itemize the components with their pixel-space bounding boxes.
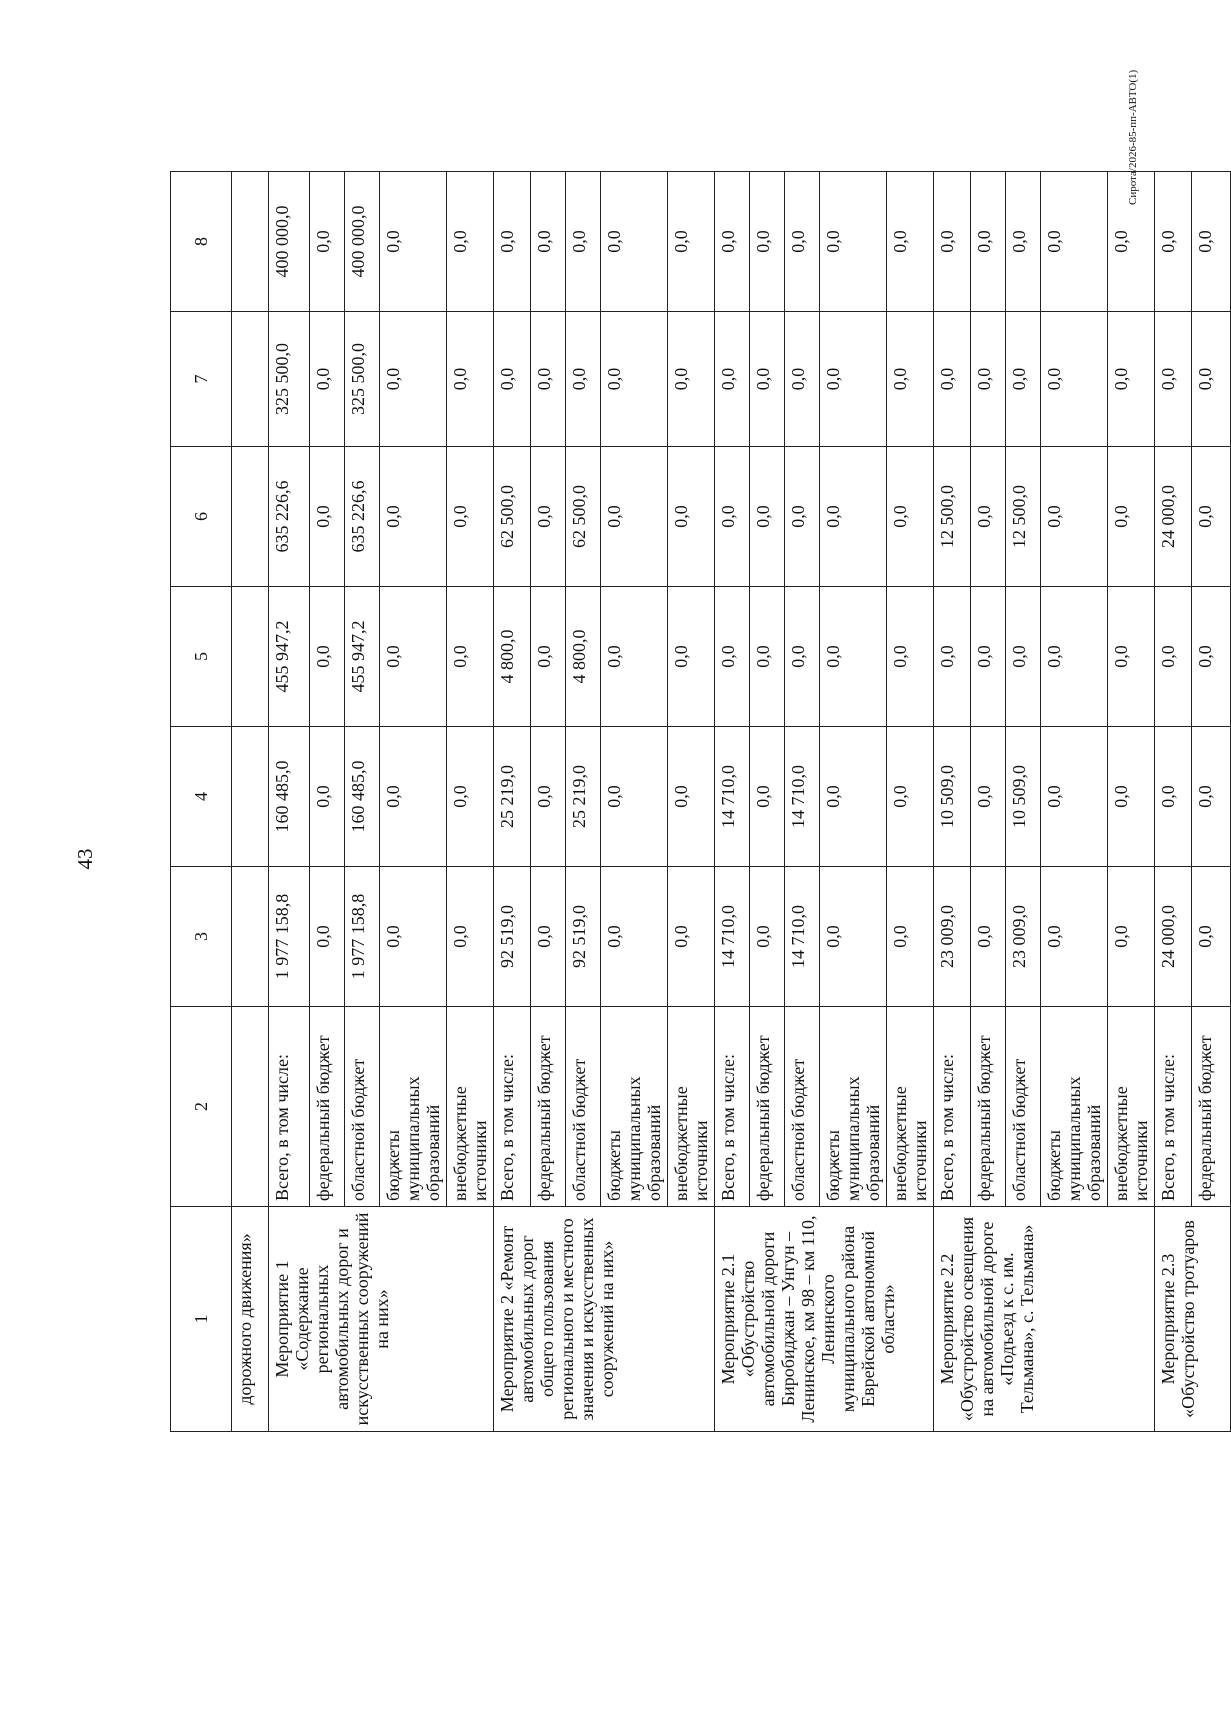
funding-source-cell: федеральный бюджет bbox=[531, 1007, 566, 1207]
value-cell-7: 0,0 bbox=[887, 312, 934, 447]
value-cell-6: 0,0 bbox=[971, 447, 1006, 587]
value-cell-4: 0,0 bbox=[310, 727, 345, 867]
value-cell-8: 0,0 bbox=[785, 172, 820, 312]
table-row bbox=[934, 172, 971, 1432]
value-cell-6: 62 500,0 bbox=[494, 447, 531, 587]
value-cell-8: 0,0 bbox=[750, 172, 785, 312]
value-cell-3: 0,0 bbox=[1041, 867, 1108, 1007]
table-row bbox=[1155, 172, 1192, 1432]
value-cell-5: 0,0 bbox=[934, 587, 971, 727]
value-cell-5: 0,0 bbox=[750, 587, 785, 727]
value-cell-3: 1 977 158,8 bbox=[345, 867, 380, 1007]
value-cell-8: 400 000,0 bbox=[345, 172, 380, 312]
value-cell-3: 92 519,0 bbox=[566, 867, 601, 1007]
value-cell-6: 0,0 bbox=[380, 447, 447, 587]
rotated-table-wrapper bbox=[170, 172, 1215, 1432]
continuation-row bbox=[232, 172, 269, 1432]
value-cell-7: 0,0 bbox=[820, 312, 887, 447]
table-row bbox=[494, 172, 531, 1432]
funding-source-cell: внебюджетные источники bbox=[668, 1007, 715, 1207]
value-cell-3: 1 977 158,8 bbox=[269, 867, 310, 1007]
value-cell-4: 0,0 bbox=[887, 727, 934, 867]
funding-source-cell: областной бюджет bbox=[345, 1007, 380, 1207]
value-cell-5: 0,0 bbox=[380, 587, 447, 727]
funding-source-cell: федеральный бюджет bbox=[971, 1007, 1006, 1207]
value-cell-5: 0,0 bbox=[601, 587, 668, 727]
funding-source-cell: Всего, в том числе: bbox=[934, 1007, 971, 1207]
funding-source-cell: бюджеты муниципальных образований bbox=[820, 1007, 887, 1207]
value-cell-5: 0,0 bbox=[531, 587, 566, 727]
value-cell-5: 0,0 bbox=[447, 587, 494, 727]
activity-title-cell: Мероприятие 2 «Ремонт автомобильных дорог общего пользования регионального и местного значения и искусственных сооружений на них» bbox=[494, 1207, 715, 1432]
value-cell-8: 400 000,0 bbox=[269, 172, 310, 312]
value-cell-6: 62 500,0 bbox=[566, 447, 601, 587]
activity-title-cell: Мероприятие 1 «Содержание региональных автомобильных дорог и искусственных сооружений на них» bbox=[269, 1207, 494, 1432]
value-cell-8: 0,0 bbox=[971, 172, 1006, 312]
continuation-cell: дорожного движения» bbox=[232, 1207, 269, 1432]
funding-source-cell: областной бюджет bbox=[785, 1007, 820, 1207]
value-cell-3: 0,0 bbox=[887, 867, 934, 1007]
value-cell-4: 0,0 bbox=[1041, 727, 1108, 867]
activity-title-cell: Мероприятие 2.1 «Обустройство автомобильной дороги Биробиджан – Унгун – Ленинское, км 98 – км 110, Ленинского муниципального района Еврейской автономной области» bbox=[715, 1207, 934, 1432]
value-cell-5: 0,0 bbox=[820, 587, 887, 727]
value-cell-8: 0,0 bbox=[1108, 172, 1155, 312]
value-cell-6: 0,0 bbox=[447, 447, 494, 587]
value-cell-6: 0,0 bbox=[601, 447, 668, 587]
column-header-6: 6 bbox=[171, 447, 232, 587]
value-cell-7: 0,0 bbox=[1192, 312, 1231, 447]
funding-source-cell: Всего, в том числе: bbox=[1155, 1007, 1192, 1207]
value-cell-7: 0,0 bbox=[715, 312, 750, 447]
value-cell-8: 0,0 bbox=[310, 172, 345, 312]
value-cell-7: 0,0 bbox=[1006, 312, 1041, 447]
value-cell-4: 0,0 bbox=[1108, 727, 1155, 867]
value-cell-7: 0,0 bbox=[1041, 312, 1108, 447]
column-header-1: 1 bbox=[171, 1207, 232, 1432]
column-header-3: 3 bbox=[171, 867, 232, 1007]
value-cell-5: 0,0 bbox=[310, 587, 345, 727]
page-number: 43 bbox=[73, 848, 97, 870]
value-cell-6: 24 000,0 bbox=[1155, 447, 1192, 587]
value-cell-6: 635 226,6 bbox=[345, 447, 380, 587]
value-cell-3: 92 519,0 bbox=[494, 867, 531, 1007]
value-cell-4: 10 509,0 bbox=[1006, 727, 1041, 867]
value-cell-3: 0,0 bbox=[601, 867, 668, 1007]
value-cell-6: 0,0 bbox=[820, 447, 887, 587]
value-cell-6: 12 500,0 bbox=[934, 447, 971, 587]
value-cell-3: 0,0 bbox=[820, 867, 887, 1007]
footer-document-code: Сирота/2026-85-пп-АВТО(1) bbox=[1127, 69, 1139, 205]
value-cell-5: 0,0 bbox=[1155, 587, 1192, 727]
value-cell-3: 0,0 bbox=[1108, 867, 1155, 1007]
funding-source-cell: федеральный бюджет bbox=[1192, 1007, 1231, 1207]
value-cell-3: 0,0 bbox=[447, 867, 494, 1007]
value-cell-8: 0,0 bbox=[566, 172, 601, 312]
value-cell-8: 0,0 bbox=[820, 172, 887, 312]
table-body bbox=[232, 172, 1231, 1432]
value-cell-5: 455 947,2 bbox=[269, 587, 310, 727]
value-cell-7: 0,0 bbox=[531, 312, 566, 447]
value-cell-4: 160 485,0 bbox=[269, 727, 310, 867]
value-cell-4: 0,0 bbox=[750, 727, 785, 867]
value-cell-4: 160 485,0 bbox=[345, 727, 380, 867]
value-cell-5: 0,0 bbox=[1192, 587, 1231, 727]
value-cell-8: 0,0 bbox=[1192, 172, 1231, 312]
activity-title-cell: Мероприятие 2.2 «Обустройство освещения на автомобильной дороге «Подъезд к с. им. Тельмана», с. Тельмана» bbox=[934, 1207, 1155, 1432]
value-cell-7: 0,0 bbox=[785, 312, 820, 447]
value-cell-3: 14 710,0 bbox=[785, 867, 820, 1007]
value-cell-6: 0,0 bbox=[1108, 447, 1155, 587]
value-cell-7: 0,0 bbox=[971, 312, 1006, 447]
value-cell-7: 0,0 bbox=[601, 312, 668, 447]
funding-source-cell: внебюджетные источники bbox=[447, 1007, 494, 1207]
value-cell-8: 0,0 bbox=[447, 172, 494, 312]
value-cell-7: 0,0 bbox=[750, 312, 785, 447]
value-cell-7: 0,0 bbox=[668, 312, 715, 447]
value-cell-6: 0,0 bbox=[668, 447, 715, 587]
funding-table bbox=[170, 171, 1231, 1432]
column-header-5: 5 bbox=[171, 587, 232, 727]
value-cell-4: 0,0 bbox=[380, 727, 447, 867]
value-cell-6: 0,0 bbox=[310, 447, 345, 587]
value-cell-4: 0,0 bbox=[668, 727, 715, 867]
value-cell-5: 0,0 bbox=[785, 587, 820, 727]
value-cell-4: 25 219,0 bbox=[566, 727, 601, 867]
value-cell-6: 635 226,6 bbox=[269, 447, 310, 587]
value-cell-3: 0,0 bbox=[380, 867, 447, 1007]
value-cell-6: 0,0 bbox=[1041, 447, 1108, 587]
value-cell-6: 0,0 bbox=[531, 447, 566, 587]
value-cell-6: 0,0 bbox=[887, 447, 934, 587]
value-cell-8: 0,0 bbox=[1041, 172, 1108, 312]
value-cell-3: 24 000,0 bbox=[1155, 867, 1192, 1007]
value-cell-7: 0,0 bbox=[310, 312, 345, 447]
value-cell-8: 0,0 bbox=[601, 172, 668, 312]
funding-source-cell: бюджеты муниципальных образований bbox=[601, 1007, 668, 1207]
funding-source-cell: бюджеты муниципальных образований bbox=[380, 1007, 447, 1207]
value-cell-7: 0,0 bbox=[934, 312, 971, 447]
funding-source-cell: Всего, в том числе: bbox=[494, 1007, 531, 1207]
value-cell-8: 0,0 bbox=[1155, 172, 1192, 312]
value-cell-5: 0,0 bbox=[715, 587, 750, 727]
value-cell-7: 0,0 bbox=[447, 312, 494, 447]
value-cell-3: 0,0 bbox=[668, 867, 715, 1007]
value-cell-8: 0,0 bbox=[715, 172, 750, 312]
table-row bbox=[269, 172, 310, 1432]
value-cell-8: 0,0 bbox=[668, 172, 715, 312]
column-header-8: 8 bbox=[171, 172, 232, 312]
value-cell-8: 0,0 bbox=[1006, 172, 1041, 312]
value-cell-5: 4 800,0 bbox=[566, 587, 601, 727]
value-cell-6: 0,0 bbox=[715, 447, 750, 587]
value-cell-5: 455 947,2 bbox=[345, 587, 380, 727]
activity-title-cell: Мероприятие 2.3 «Обустройство тротуаров bbox=[1155, 1207, 1231, 1432]
value-cell-4: 0,0 bbox=[1192, 727, 1231, 867]
value-cell-3: 14 710,0 bbox=[715, 867, 750, 1007]
value-cell-3: 23 009,0 bbox=[1006, 867, 1041, 1007]
value-cell-3: 23 009,0 bbox=[934, 867, 971, 1007]
funding-source-cell: областной бюджет bbox=[1006, 1007, 1041, 1207]
value-cell-4: 0,0 bbox=[1155, 727, 1192, 867]
value-cell-8: 0,0 bbox=[531, 172, 566, 312]
value-cell-4: 14 710,0 bbox=[785, 727, 820, 867]
value-cell-4: 14 710,0 bbox=[715, 727, 750, 867]
value-cell-8: 0,0 bbox=[380, 172, 447, 312]
value-cell-7: 0,0 bbox=[494, 312, 531, 447]
value-cell-8: 0,0 bbox=[934, 172, 971, 312]
header-row bbox=[171, 172, 232, 1432]
funding-source-cell: федеральный бюджет bbox=[750, 1007, 785, 1207]
funding-source-cell: федеральный бюджет bbox=[310, 1007, 345, 1207]
value-cell-6: 0,0 bbox=[785, 447, 820, 587]
value-cell-5: 0,0 bbox=[1108, 587, 1155, 727]
value-cell-5: 0,0 bbox=[887, 587, 934, 727]
value-cell-4: 10 509,0 bbox=[934, 727, 971, 867]
value-cell-4: 0,0 bbox=[447, 727, 494, 867]
value-cell-3: 0,0 bbox=[971, 867, 1006, 1007]
funding-source-cell: Всего, в том числе: bbox=[715, 1007, 750, 1207]
value-cell-3: 0,0 bbox=[750, 867, 785, 1007]
value-cell-7: 325 500,0 bbox=[269, 312, 310, 447]
funding-source-cell: внебюджетные источники bbox=[1108, 1007, 1155, 1207]
value-cell-4: 25 219,0 bbox=[494, 727, 531, 867]
funding-source-cell: бюджеты муниципальных образований bbox=[1041, 1007, 1108, 1207]
value-cell-6: 12 500,0 bbox=[1006, 447, 1041, 587]
value-cell-4: 0,0 bbox=[601, 727, 668, 867]
value-cell-4: 0,0 bbox=[971, 727, 1006, 867]
column-header-2: 2 bbox=[171, 1007, 232, 1207]
value-cell-7: 325 500,0 bbox=[345, 312, 380, 447]
value-cell-5: 0,0 bbox=[668, 587, 715, 727]
value-cell-5: 4 800,0 bbox=[494, 587, 531, 727]
value-cell-7: 0,0 bbox=[566, 312, 601, 447]
funding-source-cell: Всего, в том числе: bbox=[269, 1007, 310, 1207]
value-cell-6: 0,0 bbox=[1192, 447, 1231, 587]
value-cell-5: 0,0 bbox=[971, 587, 1006, 727]
value-cell-5: 0,0 bbox=[1006, 587, 1041, 727]
funding-source-cell: областной бюджет bbox=[566, 1007, 601, 1207]
value-cell-6: 0,0 bbox=[750, 447, 785, 587]
value-cell-8: 0,0 bbox=[887, 172, 934, 312]
table-row bbox=[715, 172, 750, 1432]
value-cell-3: 0,0 bbox=[1192, 867, 1231, 1007]
column-header-7: 7 bbox=[171, 312, 232, 447]
value-cell-4: 0,0 bbox=[820, 727, 887, 867]
value-cell-7: 0,0 bbox=[1155, 312, 1192, 447]
value-cell-3: 0,0 bbox=[310, 867, 345, 1007]
value-cell-3: 0,0 bbox=[531, 867, 566, 1007]
value-cell-4: 0,0 bbox=[531, 727, 566, 867]
value-cell-5: 0,0 bbox=[1041, 587, 1108, 727]
value-cell-8: 0,0 bbox=[494, 172, 531, 312]
column-header-4: 4 bbox=[171, 727, 232, 867]
funding-source-cell: внебюджетные источники bbox=[887, 1007, 934, 1207]
value-cell-7: 0,0 bbox=[1108, 312, 1155, 447]
value-cell-7: 0,0 bbox=[380, 312, 447, 447]
